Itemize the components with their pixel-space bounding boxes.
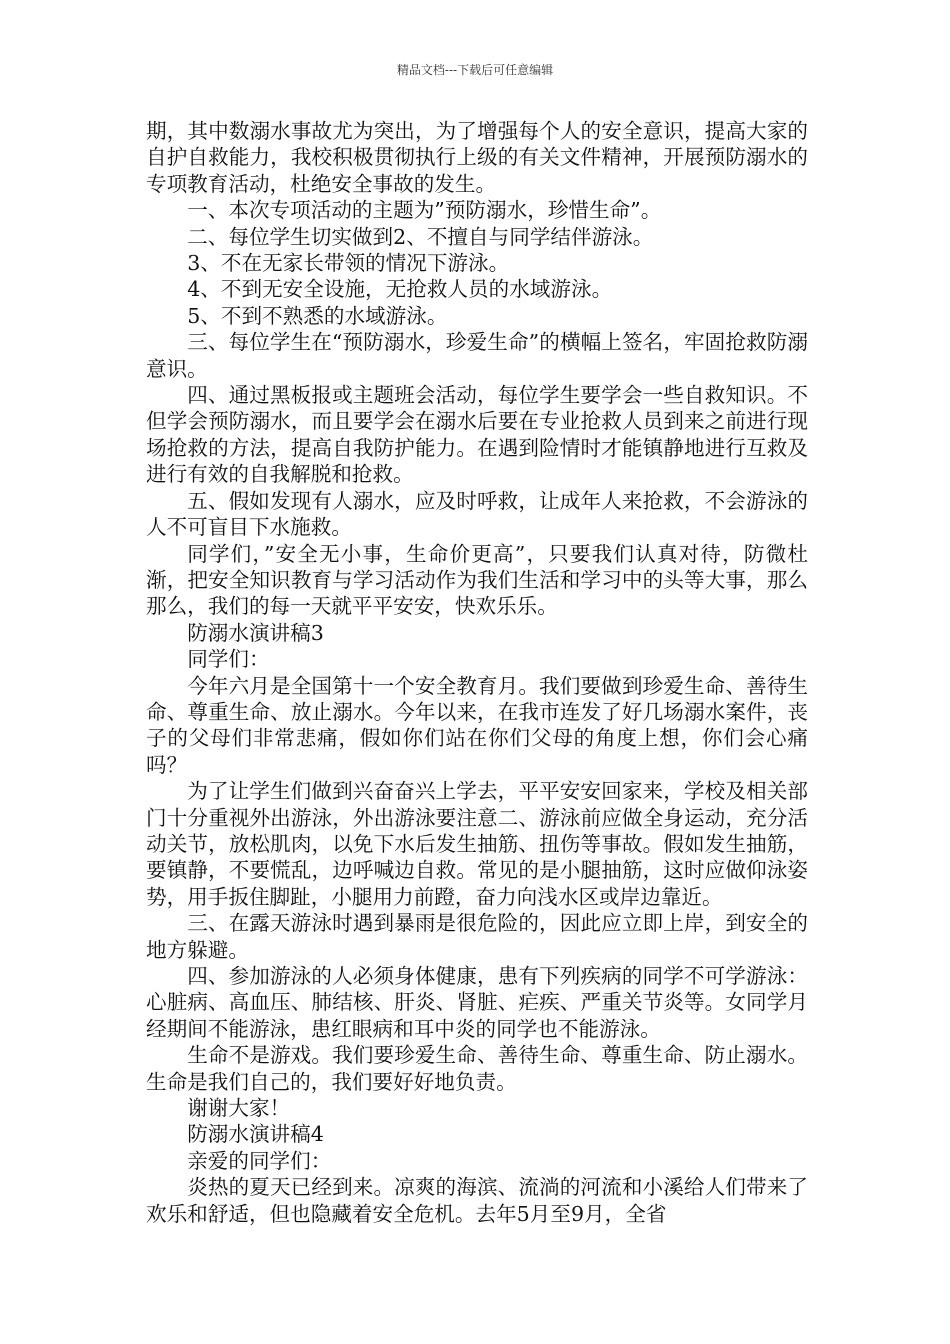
paragraph: 今年六月是全国第十一个安全教育月。我们要做到珍爱生命、善待生命、尊重生命、放止溺水。今年以来，在我市连发了好几场溺水案件，丧子的父母们非常悲痛，假如你们站在你们父母的角度上想，你们会心痛吗？ bbox=[146, 673, 808, 777]
document-body bbox=[146, 118, 808, 1227]
paragraph: 同学们，”安全无小事，生命价更高”，只要我们认真对待，防微杜渐，把安全知识教育与学习活动作为我们生活和学习中的头等大事，那么那么，我们的每一天就平平安安，快欢乐乐。 bbox=[146, 541, 808, 619]
section-title: 防溺水演讲稿4 bbox=[187, 1122, 324, 1147]
paragraph: 5、不到不熟悉的水域游泳。 bbox=[187, 303, 448, 328]
paragraph: 三、在露天游泳时遇到暴雨是很危险的，因此应立即上岸，到安全的地方躲避。 bbox=[146, 911, 808, 962]
paragraph: 五、假如发现有人溺水，应及时呼救，让成年人来抢救，不会游泳的人不可盲目下水施救。 bbox=[146, 488, 808, 540]
paragraph: 期，其中数溺水事故尤为突出，为了增强每个人的安全意识，提高大家的自护自救能力，我校积极贯彻执行上级的有关文件精神，开展预防溺水的专项教育活动，杜绝安全事故的发生。 bbox=[146, 119, 808, 196]
paragraph: 三、每位学生在“预防溺水，珍爱生命”的横幅上签名，牢固抢救防溺意识。 bbox=[146, 330, 808, 381]
paragraph: 二、每位学生切实做到2、不擅自与同学结伴游泳。 bbox=[187, 224, 654, 249]
paragraph: 炎热的夏天已经到来。凉爽的海滨、流淌的河流和小溪给人们带来了欢乐和舒适，但也隐藏着安全危机。去年5月至9月，全省 bbox=[146, 1175, 808, 1226]
paragraph: 四、参加游泳的人必须身体健康，患有下列疾病的同学不可学游泳：心脏病、高血压、肺结核、肝炎、肾脏、疟疾、严重关节炎等。女同学月经期间不能游泳，患红眼病和耳中炎的同学也不能游泳。 bbox=[146, 964, 808, 1041]
paragraph: 3、不在无家长带领的情况下游泳。 bbox=[187, 251, 510, 276]
paragraph: 生命不是游戏。我们要珍爱生命、善待生命、尊重生命、防止溺水。生命是我们自己的，我们要好好地负责。 bbox=[146, 1043, 808, 1094]
closing: 谢谢大家！ bbox=[187, 1096, 291, 1121]
page-header: 精品文档---下载后可任意编辑 bbox=[396, 63, 554, 77]
paragraph: 4、不到无安全设施，无抢救人员的水域游泳。 bbox=[187, 277, 613, 302]
paragraph: 四、通过黑板报或主题班会活动，每位学生要学会一些自救知识。不但学会预防溺水，而且要学会在溺水后要在专业抢救人员到来之前进行现场抢救的方法，提高自我防护能力。在遇到险情时才能镇静地进行互救及进行有效的自我解脱和抢救。 bbox=[146, 383, 808, 487]
section-title: 防溺水演讲稿3 bbox=[187, 620, 324, 645]
paragraph: 为了让学生们做到兴奋奋兴上学去，平平安安回家来，学校及相关部门十分重视外出游泳，外出游泳要注意二、游泳前应做全身运动，充分活动关节，放松肌肉，以免下水后发生抽筋、扭伤等事故。假如发生抽筋，要镇静，不要慌乱，边呼喊边自救。常见的是小腿抽筋，这时应做仰泳姿势，用手扳住脚趾，小腿用力前蹬，奋力向浅水区或岸边靠近。 bbox=[146, 779, 808, 909]
paragraph: 一、本次专项活动的主题为”预防溺水，珍惜生命”。 bbox=[187, 198, 662, 223]
salutation: 同学们： bbox=[187, 647, 270, 672]
salutation: 亲爱的同学们： bbox=[187, 1148, 332, 1173]
